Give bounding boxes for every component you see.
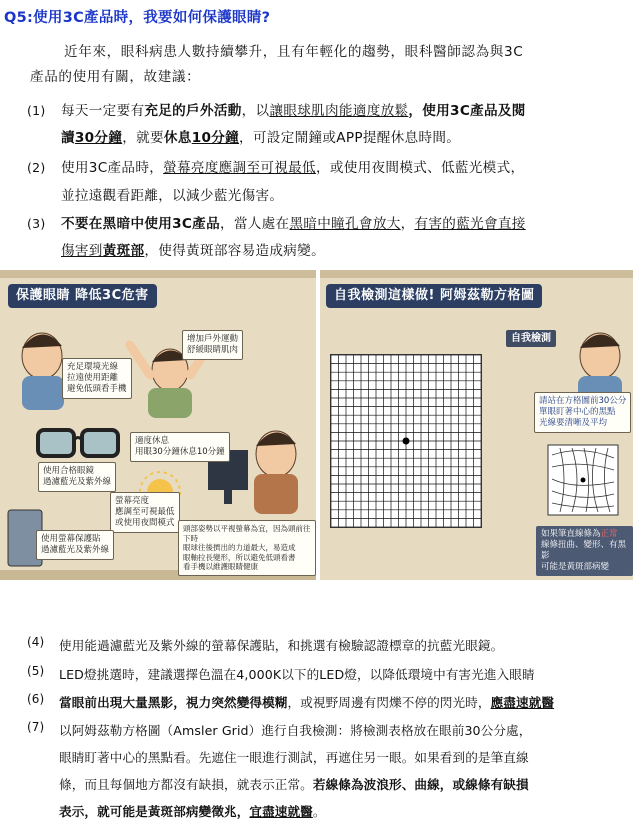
item-2-line-2: 並拉遠觀看距離，以減少藍光傷害。 — [61, 188, 284, 204]
item-number: (4) — [27, 635, 45, 649]
intro-line-2: 產品的使用有關，故建議： — [30, 69, 201, 85]
item-7-line-2: 眼睛盯著中心的黑點看。先遮住一眼進行測試，再遮住另一眼。如果看到的是筆直線 — [59, 750, 529, 765]
note-posture: 頭部姿勢以平視螢幕為宜，因為頭前往下時 眼球往後擠出的力道最大，易造成 眼軸拉長變形，所以避免低頭看書 看手機以維護眼睛健康 — [178, 520, 316, 576]
eye-protection-illustration — [0, 270, 316, 580]
note-outdoor: 增加戶外運動 舒緩眼睛肌肉 — [182, 330, 243, 360]
item-2-line-1: 使用3C產品時，螢幕亮度應調至可視最低，或使用夜間模式、低藍光模式， — [61, 160, 525, 176]
item-1-line-2: 讀30分鐘，就要休息10分鐘，可設定鬧鐘或APP提醒休息時間。 — [61, 130, 461, 146]
left-banner: 保護眼睛 降低3C危害 — [8, 284, 157, 308]
intro-line-1: 近年來，眼科病患人數持續攀升，且有年輕化的趨勢，眼科醫師認為與3C — [64, 44, 524, 60]
distorted-grid-icon — [548, 445, 618, 515]
amsler-center-dot — [403, 438, 410, 445]
self-test-label: 自我檢測 — [506, 330, 556, 347]
item-6-line-1: 當眼前出現大量黑影，視力突然變得模糊，或視野周邊有閃爍不停的閃光時，應盡速就醫 — [59, 695, 555, 710]
intro-paragraph — [30, 40, 590, 90]
note-rest: 適度休息 用眼30分鐘休息10分鐘 — [130, 432, 230, 462]
item-7-line-1: 以阿姆茲勒方格圖（Amsler Grid）進行自我檢測：將檢測表格放在眼前30公分處， — [59, 723, 532, 738]
item-number: (5) — [27, 664, 45, 678]
item-3-line-2: 傷害到黃斑部，使得黃斑部容易造成病變。 — [61, 243, 325, 259]
item-number: (6) — [27, 692, 45, 706]
item-number: (1) — [27, 103, 46, 118]
item-number: (2) — [27, 160, 46, 175]
right-banner: 自我檢測這樣做! 阿姆茲勒方格圖 — [326, 284, 542, 308]
note-glasses: 使用合格眼鏡 過濾藍光及紫外線 — [38, 462, 116, 492]
item-number: (7) — [27, 720, 45, 734]
amsler-instruction: 請站在方格圖前30公分 單眼盯著中心的黑點 光線要清晰及平均 — [534, 392, 631, 433]
note-screen-protector: 使用螢幕保護貼 過濾藍光及紫外線 — [36, 530, 114, 560]
item-7-line-3: 條，而且每個地方都沒有缺損，就表示正常。若線條為波浪形、曲線，或線條有缺損 — [59, 777, 529, 792]
item-1-line-1: 每天一定要有充足的戶外活動，以讓眼球肌肉能適度放鬆，使用3C產品及閱 — [61, 103, 526, 119]
item-3-line-1: 不要在黑暗中使用3C產品，當人處在黑暗中瞳孔會放大，有害的藍光會直接 — [61, 216, 526, 232]
note-brightness: 螢幕亮度 應調至可視最低 或使用夜間模式 — [110, 492, 180, 533]
item-number: (3) — [27, 216, 46, 231]
amsler-warning: 如果筆直線條為正常 線條扭曲、變形、有黑影 可能是黃斑部病變 — [536, 526, 633, 576]
item-5-line-1: LED燈挑選時，建議選擇色溫在4,000K以下的LED燈，以降低環境中有害光進入眼睛 — [59, 667, 535, 682]
note-light-distance: 充足環境光線 拉遠使用距離 避免低頭看手機 — [62, 358, 132, 399]
question-heading: Q5:使用3C產品時，我要如何保護眼睛? — [4, 10, 271, 26]
amsler-grid — [330, 354, 482, 528]
item-7-line-4: 表示，就可能是黃斑部病變徵兆，宜盡速就醫。 — [59, 804, 326, 819]
item-4-line-1: 使用能過濾藍光及紫外線的螢幕保護貼，和挑選有檢驗認證標章的抗藍光眼鏡。 — [59, 638, 504, 653]
